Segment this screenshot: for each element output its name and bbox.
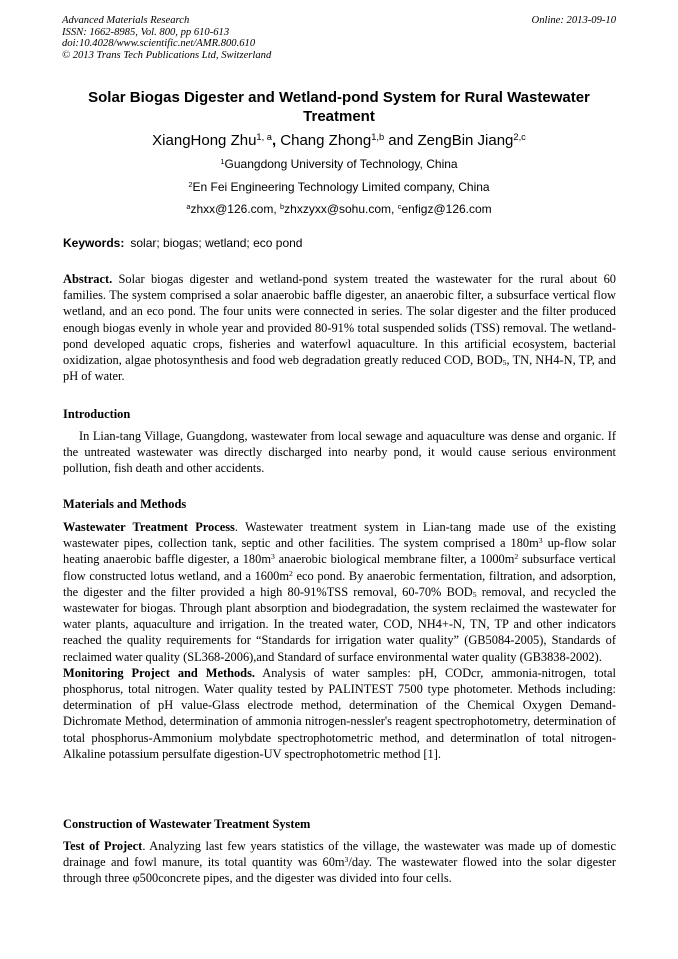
email-address[interactable]: enfigz@126.com [401,202,492,216]
journal-header [62,15,616,61]
paragraph-text: . Analyzing last few years statistics of the village, the wastewater was made up of domestic drainage and fowl manure, its total quantity was 60m [63,839,616,870]
section-heading-construction: Construction of Wastewater Treatment System [63,817,311,831]
author-affil-mark: 1, a [256,131,272,142]
title-line-1: Solar Biogas Digester and Wetland-pond System for Rural Wastewater [88,89,590,106]
paragraph-text: /day. The wastewater flowed into the solar digester through three φ500concrete pipes, and the digester was divided into four cells. [63,855,616,886]
email-mark: b [280,201,285,211]
email-address[interactable]: zhxzyxx@sohu.com, [284,202,398,216]
superscript: 3 [344,854,349,864]
author-affil-mark: 1,b [371,131,385,142]
email-mark: c [397,201,402,211]
affiliation-2 [50,180,628,194]
paragraph-text: eco pond. By anaerobic fermentation, filtration, and adsorption, the digester and the filter provided a high 80-91%TSS removal, 60-70% BOD [63,568,617,599]
keywords [63,236,616,251]
email-mark: a [186,201,191,211]
superscript: 2 [289,568,293,578]
paragraph-text: removal, and recycled the wastewater for biogas. Through plant absorption and biodegradation, the system reclaimed the wastewater for water plants, aquaculture and irrigation. In the treated water, COD, NH4+-N, TN, TP and other indicators reached the quality requirements for “Standards for irrigation water quality” (GB5084-2005), Standards of reclaimed water quality (SL368-2006),and Standard of surface environmental water quality (GB3838-2002). [63,584,616,664]
subsection-label: Test of Project [63,839,143,853]
superscript: 2 [514,552,519,562]
affil-text: En Fei Engineering Technology Limited company, China [192,180,490,194]
abstract [63,271,616,384]
abstract-text: , TN, NH4-N, TP, and pH of water. [63,353,616,384]
affil-text: Guangdong University of Technology, China [224,157,458,171]
email-list [50,202,628,216]
paragraph-text: Analysis of water samples: pH, CODcr, ammonia-nitrogen, total phosphorus, total nitrogen. Water quality tested by PALINTEST 7500 type photometer. Methods including: determination of pH value-Glass electrode method, determination of the Chemical Oxygen Demand-Dichromate Method, determination of ammonia nitrogen-nessler's reagent spectrophotometry, determination of total phosphorus-Ammonium molybdate spectrophotometric method, and determinatlon of total nitrogen-Alkaline potassium persulfate digestion-UV spectrophotometric method [1]. [63,665,616,761]
journal-doi: doi:10.4028/www.scientific.net/AMR.800.610 [62,38,256,50]
methods-paragraphs [63,519,616,762]
author-name: ZengBin Jiang [417,132,514,149]
author-affil-mark: 2,c [513,131,526,142]
subsection-label: Monitoring Project and Methods. [63,665,255,680]
paragraph-text: subsurface vertical flow constructed lotus wetland, and a 1600m [63,552,616,583]
online-date: Online: 2013-09-10 [531,15,616,26]
paragraph-text: . Wastewater treatment system in Lian-tang made use of the existing wastewater pipes, collection tank, septic and other facilities. The system comprised a 180m [63,520,616,551]
abstract-label: Abstract. [63,272,113,286]
journal-name: Advanced Materials Research [62,15,190,26]
section-heading-introduction: Introduction [63,407,131,421]
email-address[interactable]: zhxx@126.com, [190,202,281,216]
test-of-project-paragraph [63,838,616,887]
author-name: XiangHong Zhu [152,132,257,149]
paper-title [50,88,628,126]
abstract-text: Solar biogas digester and wetland-pond system treated the wastewater for the rural about 60 families. The system comprised a solar anaerobic baffle digester, an anaerobic filter, a subsurface vertical flow wetland, and an eco pond. The four units were connected in series. The solar digester and the filter produced enough biogas evenly in whole year and provided 80-91% total suspended solids (TSS) removal. The wetland-pond developed aquatic crops, fisheries and waterfowl aquaculture. In this artificial ecosystem, bacterial oxidization, algae photosynthesis and food web degradation greatly reduced COD, BOD [63,272,616,368]
affil-mark: 2 [188,179,193,189]
author-list [50,132,628,150]
monitoring-paragraph [63,665,616,762]
subscript: 5 [502,358,507,368]
affiliation-1 [50,157,628,171]
wastewater-process-paragraph [63,519,616,665]
title-line-2: Treatment [303,108,375,125]
section-heading-methods: Materials and Methods [63,497,187,511]
keywords-text: solar; biogas; wetland; eco pond [130,236,303,250]
author-separator: and [384,132,418,149]
keywords-label: Keywords: [63,236,125,250]
paragraph-text: up-flow solar heating anaerobic baffle digester, a 180m [63,536,616,567]
subsection-label: Wastewater Treatment Process [63,520,235,534]
superscript: 3 [538,535,543,545]
paragraph-text: anaerobic biological membrane filter, a 1000m [274,552,515,567]
journal-copyright: © 2013 Trans Tech Publications Ltd, Switzerland [62,49,272,61]
superscript: 3 [270,552,275,562]
author-separator: , [271,132,281,149]
subscript: 5 [472,589,477,599]
affil-mark: 1 [220,156,225,166]
introduction-paragraph: In Lian-tang Village, Guangdong, wastewater from local sewage and aquaculture was dense and organic. If the untreated wastewater was directly discharged into nearby pond, it would cause serious environment pollution, fish death and other accidents. [63,429,616,476]
journal-issn: ISSN: 1662-8985, Vol. 800, pp 610-613 [62,26,230,38]
author-name: Chang Zhong [280,132,372,149]
